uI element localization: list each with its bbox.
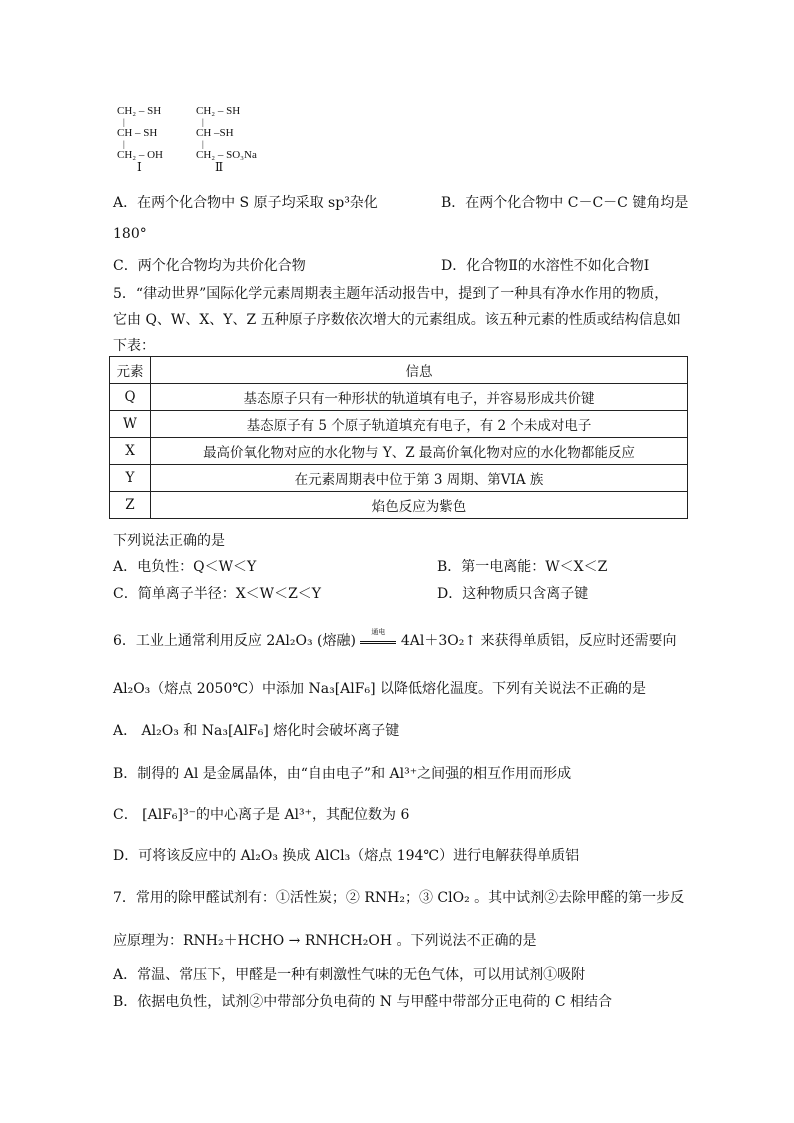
reaction-arrow <box>360 627 396 644</box>
q6-option-c[interactable]: C． [AlF₆]³⁻的中心离子是 Al³⁺，其配位数为 6 <box>113 807 410 823</box>
q6-stem-pre: 6．工业上通常利用反应 <box>113 633 262 649</box>
table-cell-info: 最高价氧化物对应的水化物与 Y、Z 最高价氧化物对应的水化物都能反应 <box>151 438 688 465</box>
table-cell-element: W <box>110 411 151 438</box>
reaction-condition: 通电 <box>371 627 386 636</box>
table-row <box>110 465 688 492</box>
q5-prompt: 下列说法正确的是 <box>113 533 225 549</box>
table-row <box>110 438 688 465</box>
q7-stem-line-2: 应原理为：RNH₂＋HCHO → RNHCH₂OH 。下列说法不正确的是 <box>113 933 537 949</box>
q7-stem-line-1: 7．常用的除甲醛试剂有：①活性炭；② RNH₂；③ ClO₂ 。其中试剂②去除甲醛的第一步反 <box>113 890 685 906</box>
table-cell-element: Q <box>110 384 151 411</box>
q4-option-d[interactable]: D．化合物Ⅱ的水溶性不如化合物Ⅰ <box>441 258 650 274</box>
q5-option-a[interactable]: A．电负性：Q＜W＜Y <box>113 559 257 575</box>
table-header-row <box>110 357 688 384</box>
table-row <box>110 384 688 411</box>
q5-stem-line-3: 下表： <box>113 338 155 354</box>
q6-stem-post: 来获得单质铝，反应时还需要向 <box>480 633 677 649</box>
structure-II-label: Ⅱ <box>215 160 224 174</box>
q5-stem-line-1: 5．“律动世界”国际化学元素周期表主题年活动报告中，提到了一种具有净水作用的物质， <box>113 286 669 302</box>
table-cell-info: 焰色反应为紫色 <box>151 492 688 519</box>
table-cell-element: X <box>110 438 151 465</box>
q4-option-a[interactable]: A．在两个化合物中 S 原子均采取 sp³杂化 <box>113 195 378 211</box>
structure-II-row-3: CH₂ – SO₃Na <box>196 149 257 161</box>
structure-I-row-1: CH₂ – SH <box>117 105 162 117</box>
table-cell-info: 基态原子有 5 个原子轨道填充有电子，有 2 个未成对电子 <box>151 411 688 438</box>
q6-option-d[interactable]: D．可将该反应中的 Al₂O₃ 换成 AlCl₃（熔点 194℃）进行电解获得单质铝 <box>113 848 580 864</box>
q6-option-b[interactable]: B．制得的 Al 是金属晶体，由“自由电子”和 Al³⁺之间强的相互作用而形成 <box>113 766 572 782</box>
table-row <box>110 492 688 519</box>
structure-I: CH₂ – SH | CH – SH | CH₂ – OH <box>117 105 164 161</box>
element-info-table <box>109 356 688 519</box>
table-cell-info: 在元素周期表中位于第 3 周期、第VIA 族 <box>151 465 688 492</box>
q7-option-b[interactable]: B．依据电负性，试剂②中带部分负电荷的 N 与甲醛中带部分正电荷的 C 相结合 <box>113 994 613 1010</box>
table-cell-element: Z <box>110 492 151 519</box>
q5-stem-line-2: 它由 Q、W、X、Y、Z 五种原子序数依次增大的元素组成。该五种元素的性质或结构信息如 <box>113 312 681 328</box>
table-cell-element: Y <box>110 465 151 492</box>
q5-option-d[interactable]: D．这种物质只含离子键 <box>437 586 589 602</box>
q6-equation-rhs: 4Al＋3O₂↑ <box>400 633 477 649</box>
structure-II-row-2: CH –SH <box>196 127 234 139</box>
q6-equation-lhs: 2Al₂O₃ (熔融) <box>266 633 356 649</box>
q4-option-c[interactable]: C．两个化合物均为共价化合物 <box>113 258 306 274</box>
table-header-element: 元素 <box>110 357 151 384</box>
q6-stem-line-2: Al₂O₃（熔点 2050℃）中添加 Na₃[AlF₆] 以降低熔化温度。下列有关说法不正确的是 <box>113 681 646 697</box>
q5-option-b[interactable]: B．第一电离能：W＜X＜Z <box>437 559 608 575</box>
table-header-info: 信息 <box>151 357 688 384</box>
table-cell-info: 基态原子只有一种形状的轨道填有电子，并容易形成共价键 <box>151 384 688 411</box>
structure-I-row-3: CH₂ – OH <box>117 149 164 161</box>
structure-I-row-2: CH – SH <box>117 127 158 139</box>
structure-II-row-1: CH₂ – SH <box>196 105 241 117</box>
table-row <box>110 411 688 438</box>
q6-stem-line-1 <box>113 627 677 650</box>
q4-option-b[interactable]: B．在两个化合物中 C－C－C 键角均是 <box>441 195 689 211</box>
structure-I-label: Ⅰ <box>137 160 142 174</box>
q5-option-c[interactable]: C．简单离子半径：X＜W＜Z＜Y <box>113 586 322 602</box>
q7-option-a[interactable]: A．常温、常压下，甲醛是一种有刺激性气味的无色气体，可以用试剂①吸附 <box>113 967 586 983</box>
structure-II: CH₂ – SH | CH –SH | CH₂ – SO₃Na <box>196 105 257 161</box>
q6-option-a[interactable]: A． Al₂O₃ 和 Na₃[AlF₆] 熔化时会破坏离子键 <box>113 723 400 739</box>
q4-option-b-continued: 180° <box>113 226 147 242</box>
